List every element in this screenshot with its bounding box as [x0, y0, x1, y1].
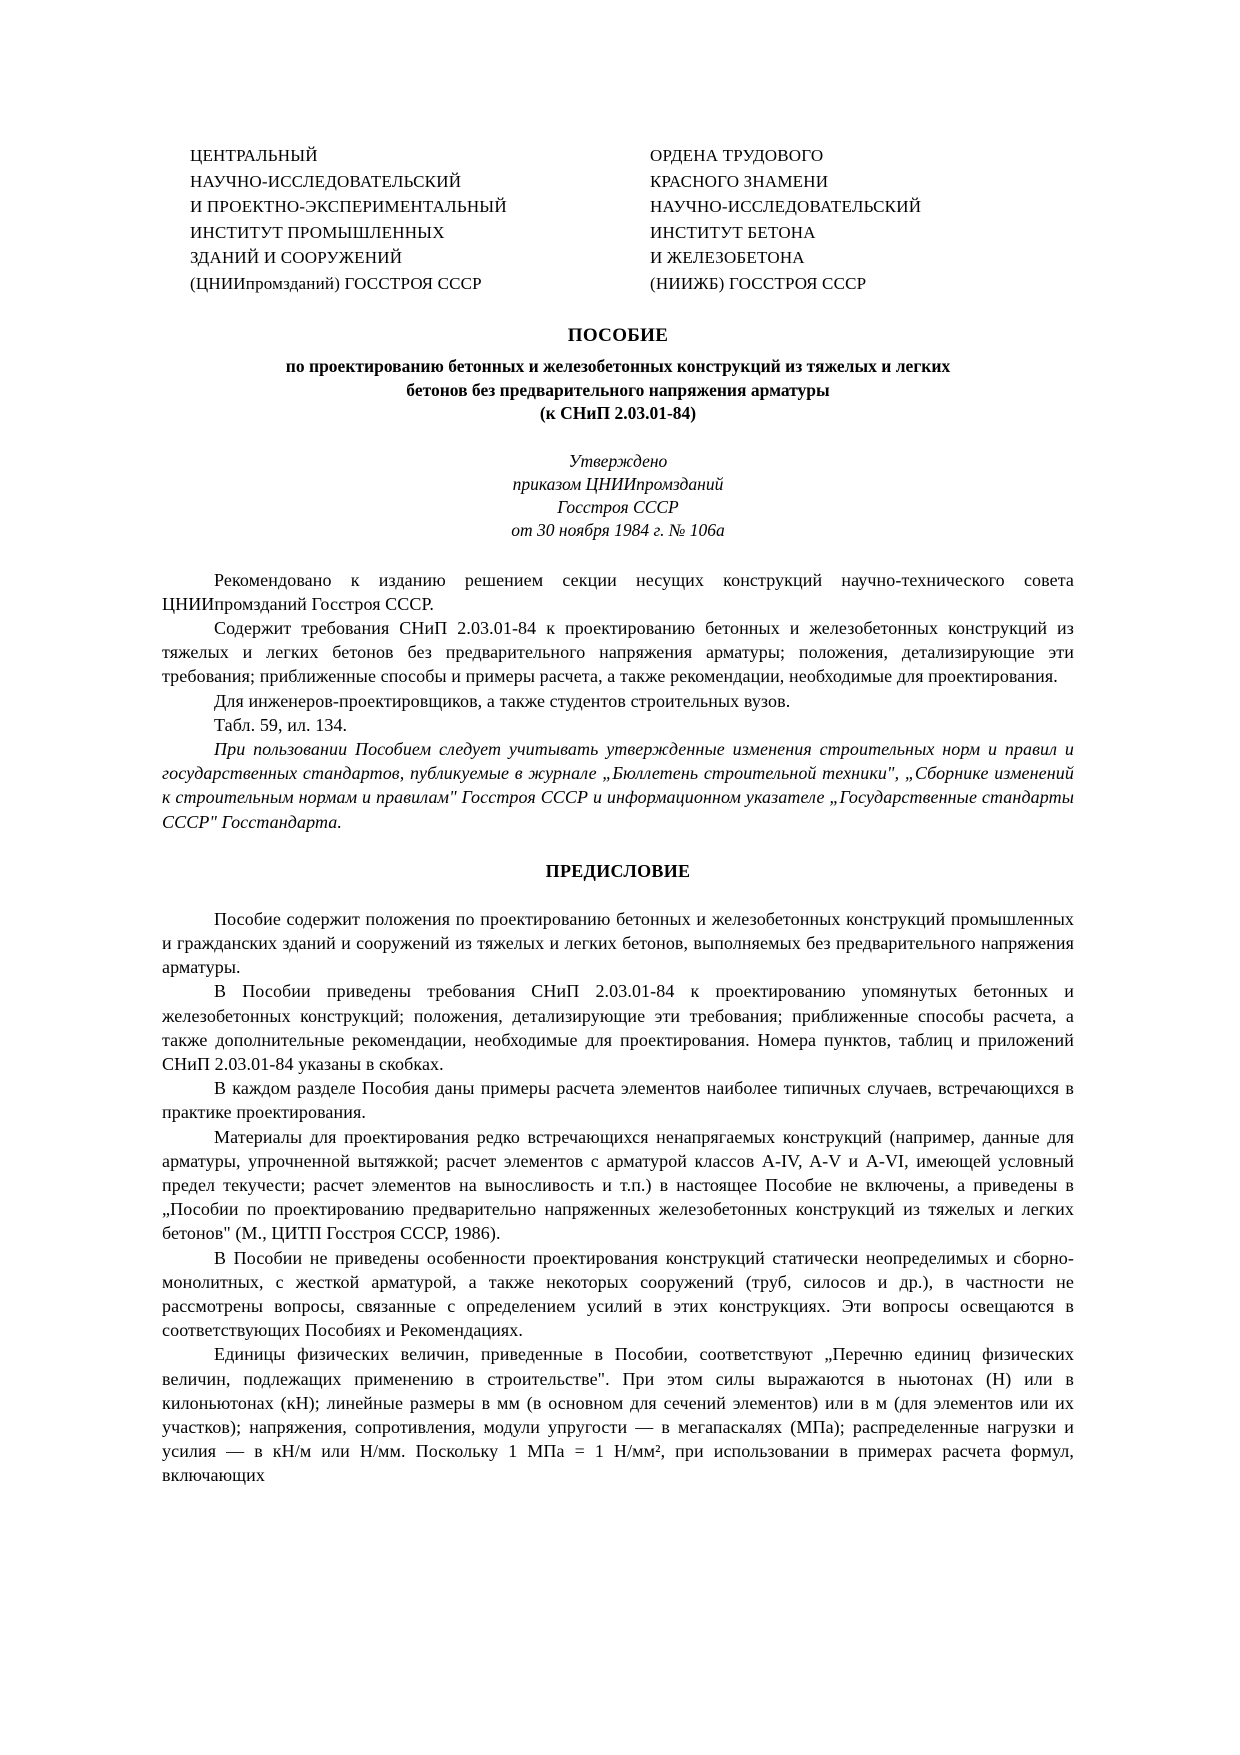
institution-line: (ЦНИИпромзданий) ГОССТРОЯ СССР [190, 273, 482, 293]
usage-note: При пользовании Пособием следует учитывать утвержденные изменения строительных норм и правил и государственных стандартов, публикуемые в журнале „Бюллетень строительной техники", „Сборнике изменений к строительным нормам и правилам" Госстроя СССР и информационном указателе „Государственные стандарты СССР" Госстандарта. [162, 738, 1074, 832]
preface-paragraph: В Пособии приведены требования СНиП 2.03.01-84 к проектированию упомянутых бетонных и железобетонных конструкций; положения, детализирующие эти требования; приближенные способы расчета, а также дополнительные рекомендации, необходимые для проектирования. Номера пунктов, таблиц и приложений СНиП 2.03.01-84 указаны в скобках. [162, 981, 1074, 1074]
institution-line: ЦЕНТРАЛЬНЫЙ [190, 146, 318, 165]
preface-paragraph: Пособие содержит положения по проектированию бетонных и железобетонных конструкций промышленных и гражданских зданий и сооружений из тяжелых и легких бетонов, выполняемых без предварительного напряжения арматуры. [162, 908, 1074, 978]
approval-line: приказом ЦНИИпромзданий [512, 473, 724, 494]
approval-line: Утверждено [568, 450, 668, 471]
preface-heading: ПРЕДИСЛОВИЕ [545, 860, 691, 881]
preface-paragraph: В каждом разделе Пособия даны примеры расчета элементов наиболее типичных случаев, встречающихся в практике проектирования. [162, 1078, 1074, 1123]
institution-line: НАУЧНО-ИССЛЕДОВАТЕЛЬСКИЙ [650, 197, 922, 216]
preface-paragraph: Материалы для проектирования редко встречающихся ненапрягаемых конструкций (например, данные для арматуры, упрочненной вытяжкой; расчет элементов с арматурой классов A-IV, A-V и A-VI, имеющей условный предел текучести; расчет элементов на выносливость и т.п.) в настоящее Пособие не включены, а приведены в „Пособии по проектированию предварительно напряженных железобетонных конструкций из тяжелых и легких бетонов" (М., ЦИТП Госстроя СССР, 1986). [162, 1126, 1074, 1244]
doc-title: ПОСОБИЕ [567, 325, 669, 346]
annotation-paragraph: Рекомендовано к изданию решением секции несущих конструкций научно-технического совета ЦНИИпромзданий Госстроя СССР. [162, 569, 1074, 614]
doc-subtitle-line: бетонов без предварительного напряжения арматуры [406, 379, 830, 400]
doc-reference: (к СНиП 2.03.01-84) [539, 403, 697, 423]
institution-line: И ЖЕЛЕЗОБЕТОНА [650, 248, 805, 267]
institutions-header [162, 143, 1074, 296]
annotation-paragraph: Для инженеров-проектировщиков, а также студентов строительных вузов. [214, 690, 791, 711]
approval-line: Госстроя СССР [557, 496, 679, 517]
institution-line: ЗДАНИЙ И СООРУЖЕНИЙ [190, 248, 403, 267]
institution-line: КРАСНОГО ЗНАМЕНИ [650, 171, 829, 191]
annotation-paragraph: Содержит требования СНиП 2.03.01-84 к проектированию бетонных и железобетонных конструкций из тяжелых и легких бетонов без предварительного напряжения арматуры; положения, детализирующие эти требования; приближенные способы и примеры расчета, а также рекомендации, необходимые для проектирования. [162, 617, 1074, 687]
institution-line: (НИИЖБ) ГОССТРОЯ СССР [650, 273, 867, 293]
preface-section [162, 907, 1074, 1488]
approval-line: от 30 ноября 1984 г. № 106а [511, 519, 725, 540]
institution-line: НАУЧНО-ИССЛЕДОВАТЕЛЬСКИЙ [190, 171, 462, 191]
title-block [162, 324, 1074, 426]
preface-paragraph: Единицы физических величин, приведенные в Пособии, соответствуют „Перечню единиц физических величин, подлежащих применению в строительстве". При этом силы выражаются в ньютонах (Н) или в килоньютонах (кН); линейные размеры в мм (в основном для сечений элементов) или в м (для элементов или их участков); напряжения, сопротивления, модули упругости — в мегапаскалях (МПа); распределенные нагрузки и усилия — в кН/м или Н/мм. Поскольку 1 МПа = 1 Н/мм², при использовании в примерах расчета формул, включающих [162, 1344, 1074, 1486]
institution-left [162, 143, 650, 296]
institution-right [650, 143, 1074, 296]
approval-block [162, 450, 1074, 542]
tables-note: Табл. 59, ил. 134. [214, 714, 348, 735]
annotation-section [162, 568, 1074, 834]
doc-subtitle-line: по проектированию бетонных и железобетонных конструкций из тяжелых и легких [285, 356, 951, 376]
preface-paragraph: В Пособии не приведены особенности проектирования конструкций статически неопределимых и сборно-монолитных, с жесткой арматурой, а также некоторых сооружений (труб, силосов и др.), в частности не рассмотрены вопросы, связанные с определением усилий в этих конструкциях. Эти вопросы освещаются в соответствующих Пособиях и Рекомендациях. [162, 1247, 1074, 1341]
institution-line: ОРДЕНА ТРУДОВОГО [650, 146, 824, 165]
institution-line: И ПРОЕКТНО-ЭКСПЕРИМЕНТАЛЬНЫЙ [190, 197, 507, 216]
institution-line: ИНСТИТУТ ПРОМЫШЛЕННЫХ [190, 222, 445, 242]
institution-line: ИНСТИТУТ БЕТОНА [650, 222, 816, 242]
